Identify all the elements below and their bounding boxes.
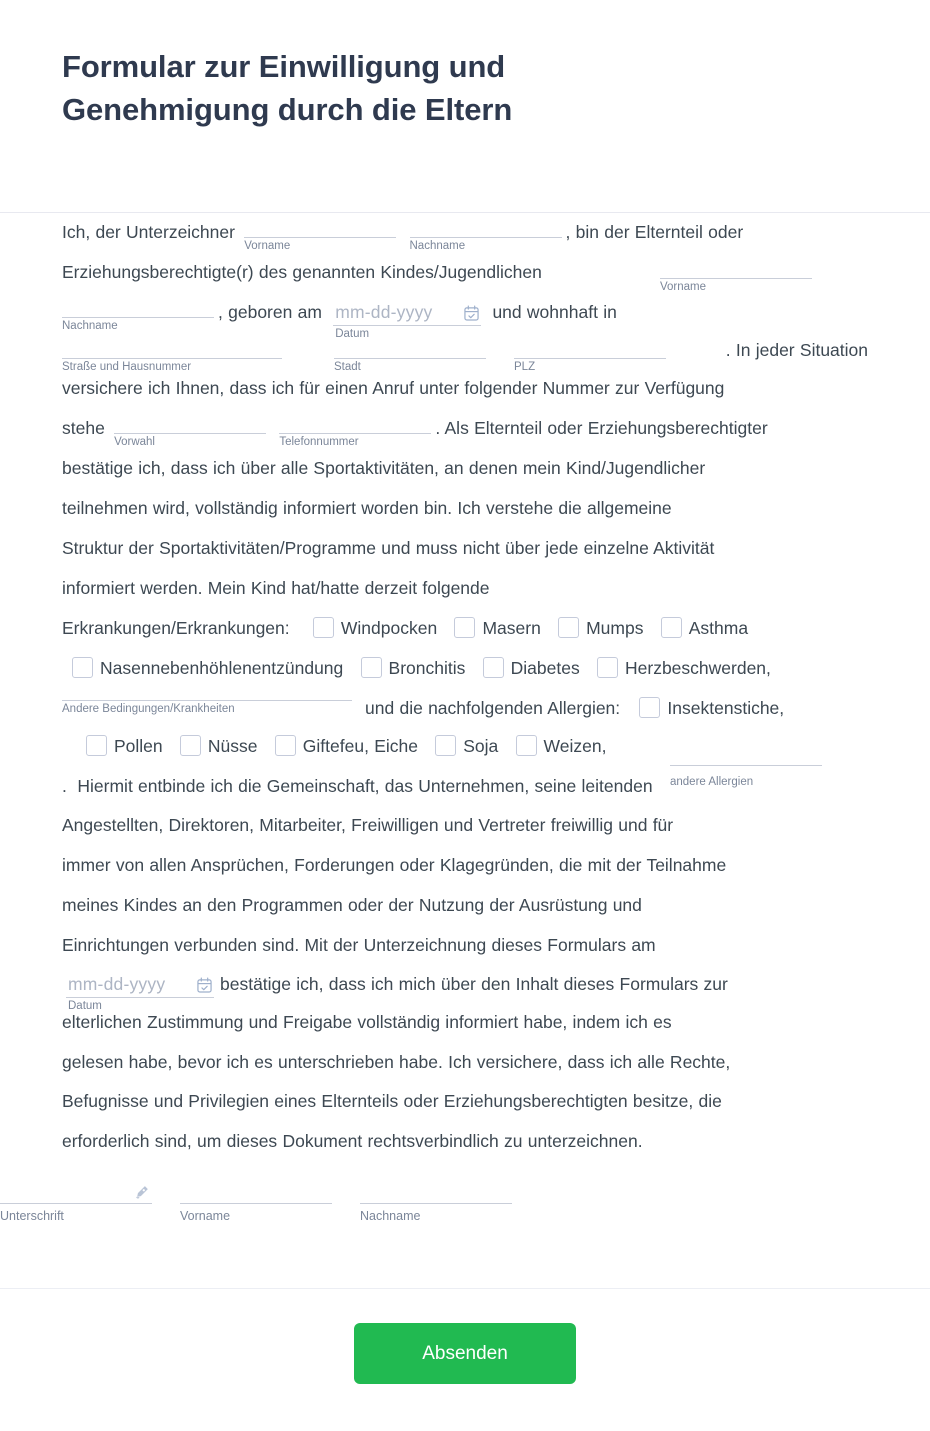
field-caption: Stadt <box>334 361 361 373</box>
checkbox-label: Giftefeu, Eiche <box>302 736 418 756</box>
field-caption: Unterschrift <box>0 1209 64 1223</box>
consent-line-10 <box>62 569 490 609</box>
checkbox-wheat[interactable] <box>516 727 607 767</box>
date-placeholder: mm-dd-yyyy <box>68 974 166 994</box>
text-segment: teilnehmen wird, vollständig informiert worden bin. Ich verstehe die allgemeine <box>62 498 672 518</box>
field-caption: PLZ <box>514 361 536 373</box>
form-header <box>0 0 930 213</box>
checkbox-poison-ivy-oak[interactable] <box>275 727 418 767</box>
checkbox-bronchitis[interactable] <box>361 649 466 689</box>
text-segment: Struktur der Sportaktivitäten/Programme und muss nicht über jede einzelne Aktivität <box>62 538 715 558</box>
child-last-name-field[interactable] <box>62 298 214 332</box>
text-segment: und wohnhaft in <box>492 302 617 322</box>
page-title: Formular zur Einwilligung und Genehmigung durch die Eltern <box>62 49 513 127</box>
checkbox-box[interactable] <box>639 697 660 718</box>
text-segment: bestätige ich, dass ich mich über den Inhalt dieses Formulars zur <box>220 974 728 994</box>
checkbox-heart-problems[interactable] <box>597 649 771 689</box>
consent-line-9 <box>62 529 714 569</box>
consent-line-6 <box>62 409 768 449</box>
field-caption: Andere Bedingungen/Krankheiten <box>62 703 235 715</box>
input-underline[interactable] <box>244 218 396 238</box>
release-line-3 <box>62 846 726 886</box>
checkbox-box[interactable] <box>516 735 537 756</box>
checkbox-measles[interactable] <box>454 609 540 649</box>
input-underline[interactable] <box>660 259 812 279</box>
checkbox-box[interactable] <box>361 657 382 678</box>
field-caption: Vorname <box>660 281 707 293</box>
child-first-name-wrap <box>660 259 812 293</box>
street-field[interactable] <box>62 339 282 373</box>
checkbox-label: Mumps <box>586 618 644 638</box>
field-caption: Datum <box>335 327 370 340</box>
signature-block <box>0 1170 540 1223</box>
submit-button[interactable]: Absenden <box>354 1323 576 1384</box>
checkbox-box[interactable] <box>558 617 579 638</box>
input-underline[interactable] <box>62 339 282 359</box>
checkbox-asthma[interactable] <box>661 609 748 649</box>
release-line-2 <box>62 806 673 846</box>
form-footer <box>0 1288 930 1384</box>
field-caption: Vorname <box>180 1209 231 1223</box>
consent-line-1 <box>62 213 743 253</box>
allergies-label: und die nachfolgenden Allergien: <box>365 698 621 718</box>
other-conditions-field[interactable] <box>62 681 352 715</box>
conditions-row-1 <box>62 609 760 649</box>
checkbox-box[interactable] <box>454 617 475 638</box>
text-segment: informiert werden. Mein Kind hat/hatte derzeit folgende <box>62 578 490 598</box>
sign-date-field[interactable] <box>66 974 214 1012</box>
input-underline[interactable] <box>62 681 352 701</box>
signature-pen-icon[interactable] <box>133 1184 150 1201</box>
phone-number-field[interactable] <box>279 414 431 448</box>
form-body <box>0 213 930 1223</box>
checkbox-label: Diabetes <box>510 658 580 678</box>
signature-canvas[interactable] <box>0 1170 152 1204</box>
parent-first-name-field[interactable] <box>244 218 396 252</box>
release-line-6 <box>62 1003 672 1043</box>
text-segment: . Hiermit entbinde ich die Gemeinschaft, das Unternehmen, seine leitenden <box>62 776 653 796</box>
checkbox-insect-stings[interactable] <box>639 689 784 729</box>
text-segment: elterlichen Zustimmung und Freigabe vollständig informiert habe, indem ich es <box>62 1012 672 1032</box>
text-segment: . In jeder Situation <box>725 340 868 360</box>
text-segment: Einrichtungen verbunden sind. Mit der Unterzeichnung dieses Formulars am <box>62 935 656 955</box>
checkbox-label: Insektenstiche, <box>667 698 785 718</box>
text-segment: Befugnisse und Privilegien eines Elternteils oder Erziehungsberechtigten besitze, die <box>62 1091 722 1111</box>
checkbox-box[interactable] <box>597 657 618 678</box>
text-segment: gelesen habe, bevor ich es unterschrieben habe. Ich versichere, dass ich alle Rechte, <box>62 1052 731 1072</box>
birth-date-field[interactable] <box>333 302 481 340</box>
city-field[interactable] <box>334 339 486 373</box>
signature-field[interactable] <box>0 1170 152 1223</box>
date-input[interactable] <box>66 974 214 998</box>
text-segment: versichere ich Ihnen, dass ich für einen Anruf unter folgender Nummer zur Verfügung <box>62 378 725 398</box>
checkbox-label: Soja <box>463 736 499 756</box>
checkbox-box[interactable] <box>86 735 107 756</box>
release-line-4 <box>62 886 642 926</box>
consent-line-5 <box>62 369 724 409</box>
checkbox-box[interactable] <box>72 657 93 678</box>
checkbox-label: Herzbeschwerden, <box>625 658 771 678</box>
signer-first-name-field[interactable] <box>180 1184 332 1223</box>
input-underline[interactable] <box>360 1184 512 1204</box>
checkbox-nuts[interactable] <box>180 727 258 767</box>
field-caption: Datum <box>68 999 102 1012</box>
parent-last-name-field[interactable] <box>409 218 562 252</box>
calendar-check-icon[interactable] <box>464 305 479 321</box>
field-caption: Nachname <box>409 240 466 252</box>
other-conditions-wrap <box>62 681 352 715</box>
text-segment: , bin der Elternteil oder <box>565 222 744 242</box>
input-underline[interactable] <box>334 339 486 359</box>
checkbox-mumps[interactable] <box>558 609 643 649</box>
checkbox-label: Weizen, <box>543 736 607 756</box>
checkbox-box[interactable] <box>275 735 296 756</box>
field-caption: Vorname <box>244 240 291 252</box>
release-line-8 <box>62 1082 722 1122</box>
input-underline[interactable] <box>279 414 431 434</box>
conditions-label: Erkrankungen/Erkrankungen: <box>62 618 290 638</box>
signer-last-name-field[interactable] <box>360 1184 512 1223</box>
checkbox-label: Bronchitis <box>388 658 466 678</box>
address-fields-row <box>62 339 666 373</box>
area-code-field[interactable] <box>114 414 266 448</box>
calendar-check-icon[interactable] <box>197 977 212 993</box>
field-caption: Straße und Hausnummer <box>62 361 192 373</box>
date-input[interactable] <box>333 302 481 326</box>
checkbox-box[interactable] <box>661 617 682 638</box>
checkbox-diabetes[interactable] <box>483 649 580 689</box>
field-caption: andere Allergien <box>670 776 754 788</box>
checkbox-box[interactable] <box>313 617 334 638</box>
text-segment: , geboren am <box>218 302 322 322</box>
text-segment: Ich, der Unterzeichner <box>62 222 235 242</box>
sign-date-line <box>66 965 728 1012</box>
text-segment: Angestellten, Direktoren, Mitarbeiter, Freiwilligen und Vertreter freiwillig und für <box>62 815 674 835</box>
other-allergies-wrap <box>670 753 822 788</box>
input-underline[interactable] <box>670 754 822 766</box>
release-line-7 <box>62 1043 730 1083</box>
consent-line-7 <box>62 449 705 489</box>
text-segment: meines Kindes an den Programmen oder der Nutzung der Ausrüstung und <box>62 895 642 915</box>
input-underline[interactable] <box>62 298 214 318</box>
release-line-9 <box>62 1122 643 1162</box>
zip-field[interactable] <box>514 339 666 373</box>
input-underline[interactable] <box>514 339 666 359</box>
checkbox-label: Windpocken <box>340 618 438 638</box>
text-segment: Erziehungsberechtigte(r) des genannten Kindes/Jugendlichen <box>62 262 542 282</box>
checkbox-pollen[interactable] <box>86 727 163 767</box>
date-placeholder: mm-dd-yyyy <box>335 302 433 322</box>
text-segment: bestätige ich, dass ich über alle Sportaktivitäten, an denen mein Kind/Jugendlicher <box>62 458 706 478</box>
input-underline[interactable] <box>180 1184 332 1204</box>
text-segment: stehe <box>62 418 105 438</box>
checkbox-label: Nasennebenhöhlenentzündung <box>100 658 344 678</box>
other-allergies-field[interactable] <box>670 754 822 788</box>
release-line-1 <box>62 767 653 807</box>
allergies-row-2 <box>86 727 618 767</box>
checkbox-label: Asthma <box>688 618 749 638</box>
text-segment: . Als Elternteil oder Erziehungsberechtigter <box>435 418 768 438</box>
field-caption: Telefonnummer <box>279 436 359 448</box>
checkbox-chickenpox[interactable] <box>313 609 437 649</box>
input-underline[interactable] <box>410 218 562 238</box>
child-first-name-field[interactable] <box>660 259 812 293</box>
checkbox-soy[interactable] <box>435 727 498 767</box>
consent-line-3 <box>62 293 617 340</box>
checkbox-box[interactable] <box>483 657 504 678</box>
text-segment: immer von allen Ansprüchen, Forderungen oder Klagegründen, die mit der Teilnahme <box>62 855 727 875</box>
consent-line-8 <box>62 489 672 529</box>
allergies-row-1 <box>365 689 796 729</box>
field-caption: Nachname <box>62 320 118 332</box>
consent-line-2 <box>62 253 542 293</box>
field-caption: Vorwahl <box>114 436 155 448</box>
checkbox-label: Masern <box>482 618 541 638</box>
text-segment: erforderlich sind, um dieses Dokument rechtsverbindlich zu unterzeichnen. <box>62 1131 643 1151</box>
checkbox-label: Pollen <box>114 736 163 756</box>
checkbox-box[interactable] <box>435 735 456 756</box>
field-caption: Nachname <box>360 1209 421 1223</box>
release-line-5 <box>62 926 656 966</box>
checkbox-box[interactable] <box>180 735 201 756</box>
checkbox-label: Nüsse <box>207 736 258 756</box>
input-underline[interactable] <box>114 414 266 434</box>
consent-line-4 <box>726 331 868 371</box>
